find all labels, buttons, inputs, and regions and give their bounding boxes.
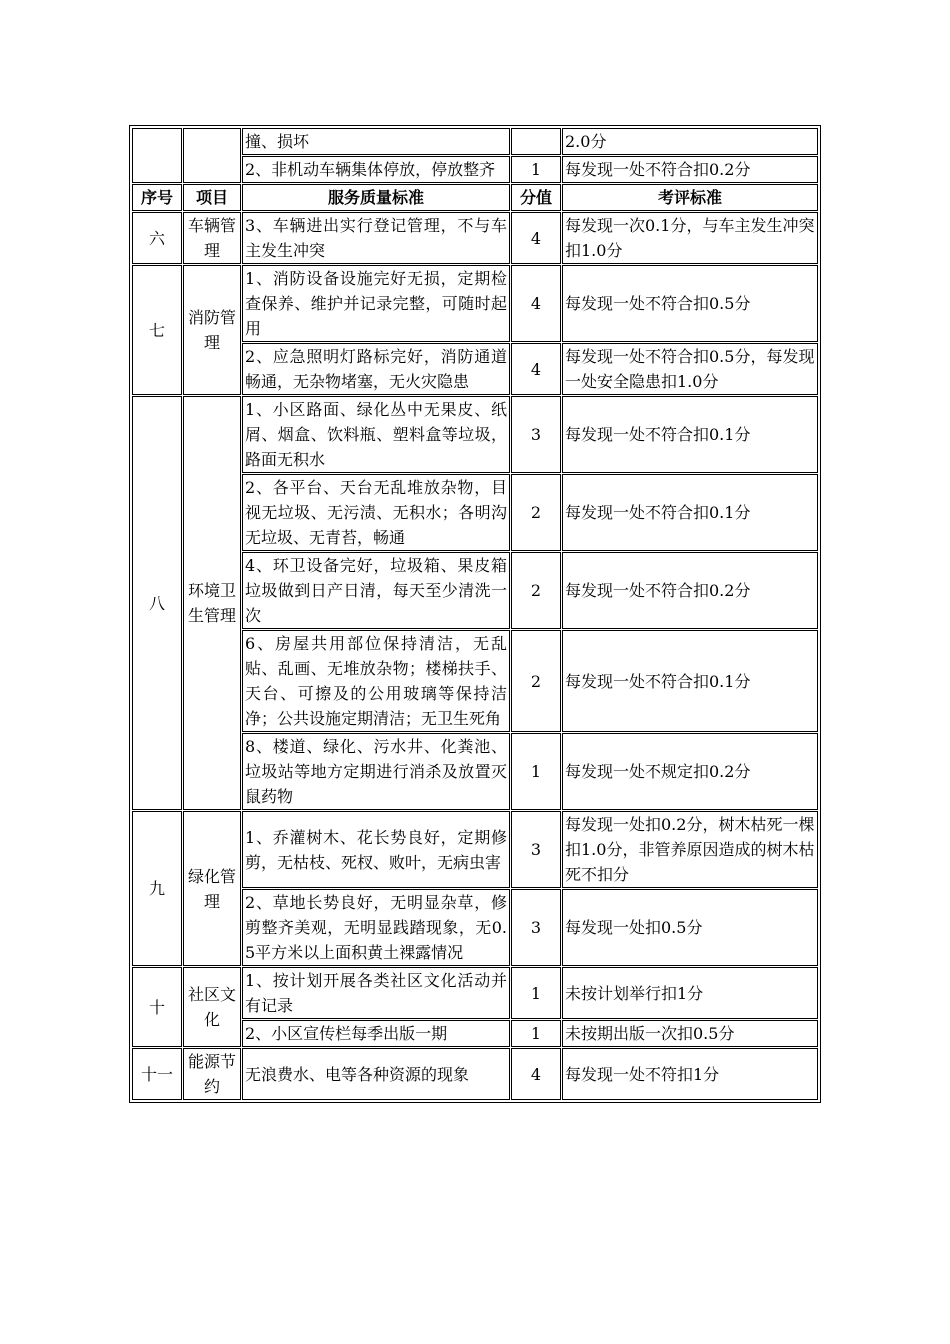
section-no: 九 [132, 811, 182, 966]
criteria-cell: 每发现一处不符合扣0.2分 [562, 156, 818, 183]
criteria-cell: 每发现一处不符合扣0.2分 [562, 552, 818, 629]
criteria-cell: 未按计划举行扣1分 [562, 967, 818, 1019]
score-cell: 3 [511, 811, 561, 888]
score-cell: 2 [511, 552, 561, 629]
table-row [132, 128, 818, 155]
score-cell: 1 [511, 156, 561, 183]
header-score: 分值 [511, 184, 561, 211]
standard-cell: 撞、损坏 [242, 128, 510, 155]
criteria-cell: 每发现一处不规定扣0.2分 [562, 733, 818, 810]
score-cell: 4 [511, 265, 561, 342]
table-row [132, 811, 818, 888]
criteria-cell: 未按期出版一次扣0.5分 [562, 1020, 818, 1047]
section-item: 消防管理 [183, 265, 241, 395]
score-cell: 4 [511, 343, 561, 395]
score-cell: 1 [511, 1020, 561, 1047]
no-cell-empty [132, 128, 182, 183]
section-item: 社区文化 [183, 967, 241, 1047]
standard-cell: 1、乔灌树木、花长势良好，定期修剪，无枯枝、死杈、败叶，无病虫害 [242, 811, 510, 888]
criteria-cell: 每发现一处不符合扣0.1分 [562, 630, 818, 732]
section-no: 七 [132, 265, 182, 395]
criteria-cell: 每发现一处扣0.2分，树木枯死一棵扣1.0分，非管养原因造成的树木枯死不扣分 [562, 811, 818, 888]
criteria-cell: 每发现一处不符合扣0.1分 [562, 474, 818, 551]
standard-cell: 4、环卫设备完好，垃圾箱、果皮箱垃圾做到日产日清，每天至少清洗一次 [242, 552, 510, 629]
section-item: 车辆管理 [183, 212, 241, 264]
table-row [132, 1048, 818, 1100]
header-no: 序号 [132, 184, 182, 211]
table-header-row [132, 184, 818, 211]
score-cell: 4 [511, 212, 561, 264]
standard-cell: 8、楼道、绿化、污水井、化粪池、垃圾站等地方定期进行消杀及放置灭鼠药物 [242, 733, 510, 810]
header-item: 项目 [183, 184, 241, 211]
section-item: 能源节约 [183, 1048, 241, 1100]
score-cell [511, 128, 561, 155]
section-no: 八 [132, 396, 182, 810]
section-item: 环境卫生管理 [183, 396, 241, 810]
header-standard: 服务质量标准 [242, 184, 510, 211]
criteria-cell: 每发现一处不符扣1分 [562, 1048, 818, 1100]
standard-cell: 3、车辆进出实行登记管理，不与车主发生冲突 [242, 212, 510, 264]
header-criteria: 考评标准 [562, 184, 818, 211]
table-row [132, 265, 818, 342]
assessment-table [131, 127, 819, 1101]
standard-cell: 2、各平台、天台无乱堆放杂物，目视无垃圾、无污渍、无积水；各明沟无垃圾、无青苔，畅通 [242, 474, 510, 551]
table-row [132, 967, 818, 1019]
standard-cell: 无浪费水、电等各种资源的现象 [242, 1048, 510, 1100]
criteria-cell: 2.0分 [562, 128, 818, 155]
section-no: 六 [132, 212, 182, 264]
assessment-table-frame [129, 125, 821, 1103]
score-cell: 2 [511, 474, 561, 551]
standard-cell: 1、按计划开展各类社区文化活动并有记录 [242, 967, 510, 1019]
table-row [132, 396, 818, 473]
score-cell: 1 [511, 733, 561, 810]
criteria-cell: 每发现一处不符合扣0.5分，每发现一处安全隐患扣1.0分 [562, 343, 818, 395]
table-row [132, 212, 818, 264]
item-cell-empty [183, 128, 241, 183]
standard-cell: 1、小区路面、绿化丛中无果皮、纸屑、烟盒、饮料瓶、塑料盒等垃圾，路面无积水 [242, 396, 510, 473]
score-cell: 2 [511, 630, 561, 732]
criteria-cell: 每发现一处不符合扣0.1分 [562, 396, 818, 473]
section-item: 绿化管理 [183, 811, 241, 966]
section-no: 十 [132, 967, 182, 1047]
score-cell: 1 [511, 967, 561, 1019]
score-cell: 3 [511, 889, 561, 966]
standard-cell: 6、房屋共用部位保持清洁，无乱贴、乱画、无堆放杂物；楼梯扶手、天台、可擦及的公用玻璃等保持洁净；公共设施定期清洁；无卫生死角 [242, 630, 510, 732]
standard-cell: 2、非机动车辆集体停放，停放整齐 [242, 156, 510, 183]
standard-cell: 2、草地长势良好，无明显杂草，修剪整齐美观，无明显践踏现象，无0.5平方米以上面积黄土裸露情况 [242, 889, 510, 966]
section-no: 十一 [132, 1048, 182, 1100]
score-cell: 3 [511, 396, 561, 473]
criteria-cell: 每发现一次0.1分，与车主发生冲突扣1.0分 [562, 212, 818, 264]
criteria-cell: 每发现一处扣0.5分 [562, 889, 818, 966]
standard-cell: 2、小区宣传栏每季出版一期 [242, 1020, 510, 1047]
standard-cell: 2、应急照明灯路标完好，消防通道畅通，无杂物堵塞，无火灾隐患 [242, 343, 510, 395]
criteria-cell: 每发现一处不符合扣0.5分 [562, 265, 818, 342]
standard-cell: 1、消防设备设施完好无损，定期检查保养、维护并记录完整，可随时起用 [242, 265, 510, 342]
score-cell: 4 [511, 1048, 561, 1100]
